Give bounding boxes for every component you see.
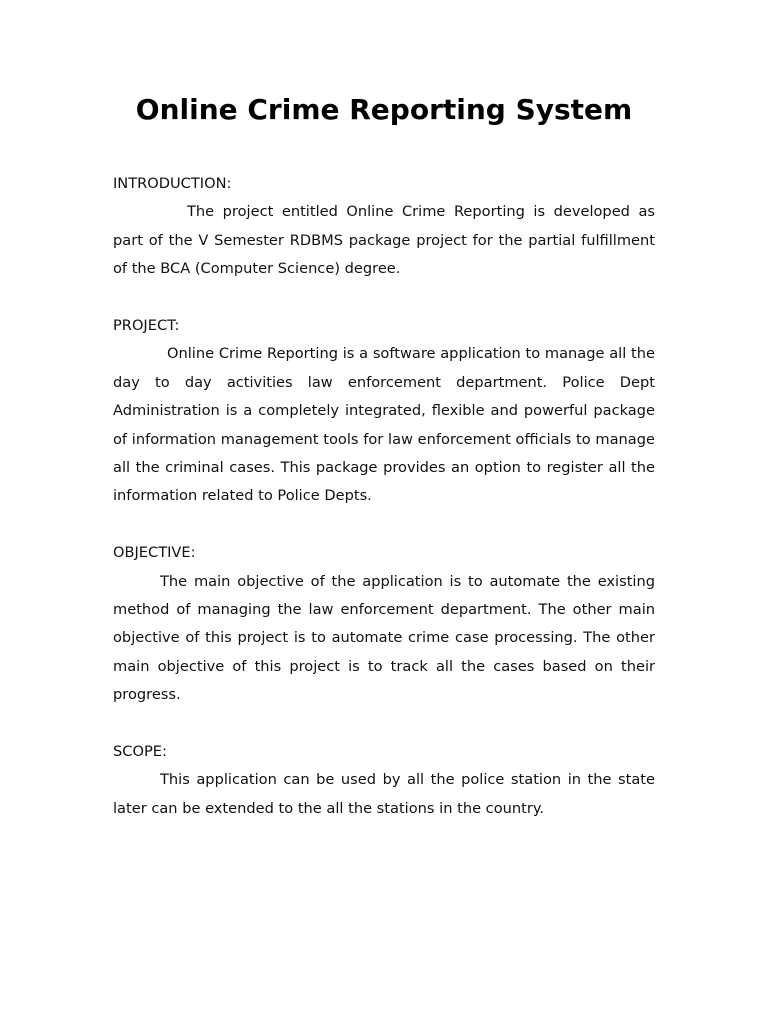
document-body bbox=[113, 170, 655, 852]
section-paragraph: This application can be used by all the police station in the state later can be extended to the all the stations in the country. bbox=[113, 771, 655, 817]
section-heading: SCOPE: bbox=[113, 743, 167, 761]
document-title: Online Crime Reporting System bbox=[135, 93, 633, 126]
section-heading: OBJECTIVE: bbox=[113, 544, 196, 562]
section-heading: INTRODUCTION: bbox=[113, 175, 232, 192]
section-scope bbox=[113, 738, 655, 823]
section-paragraph: Online Crime Reporting is a software application to manage all the day to day activities law enforcement department. Police Dept Administration is a completely integrated, flexible and powerful package of information management tools for law enforcement officials to manage all the criminal cases. This package provides an option to register all the information related to Police Depts. bbox=[113, 345, 655, 505]
section-paragraph: The main objective of the application is to automate the existing method of managing the law enforcement department. The other main objective of this project is to automate crime case processing. The other main objective of this project is to track all the cases based on their progress. bbox=[113, 572, 655, 704]
section-heading: PROJECT: bbox=[113, 317, 180, 335]
section-introduction bbox=[113, 170, 655, 284]
section-paragraph: The project entitled Online Crime Reporting is developed as part of the V Semester RDBMS package project for the partial fulfillment of the BCA (Computer Science) degree. bbox=[113, 203, 655, 278]
section-objective bbox=[113, 539, 655, 709]
section-project bbox=[113, 312, 655, 511]
